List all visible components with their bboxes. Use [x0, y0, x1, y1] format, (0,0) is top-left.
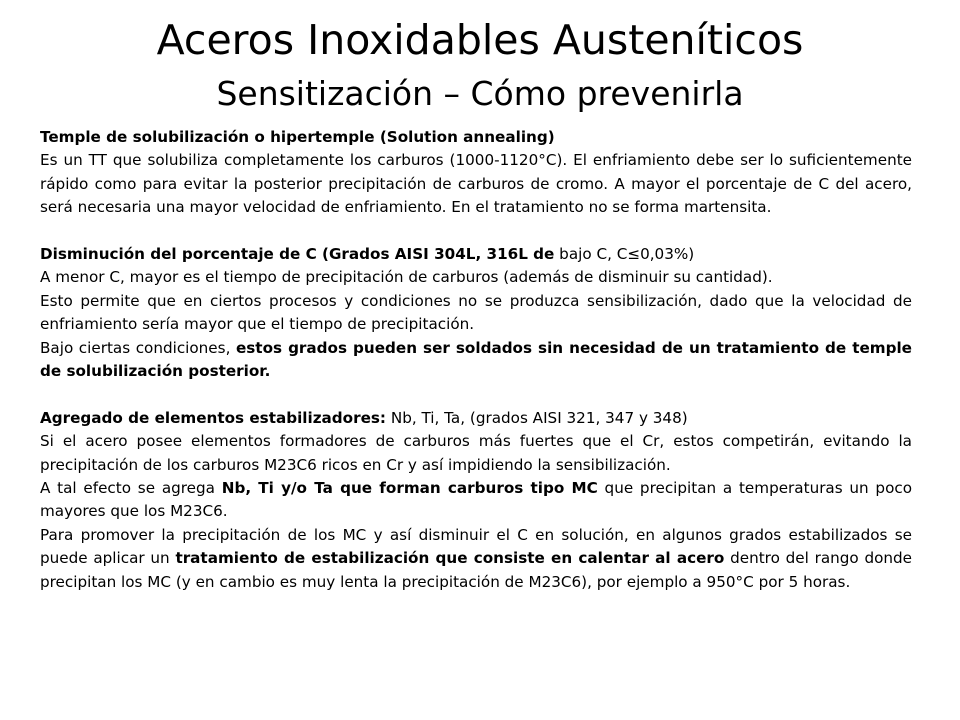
paragraph [40, 337, 912, 384]
paragraph-bold: Nb, Ti y/o Ta que forman carburos tipo MC [221, 479, 598, 498]
section-heading-bold: Disminución del porcentaje de C (Grados AISI 304L, 316L de [40, 245, 555, 264]
slide-body [40, 126, 912, 594]
paragraph: Es un TT que solubiliza completamente los carburos (1000-1120°C). El enfriamiento debe ser lo suficientemente rápido como para evitar la posterior precipitación de carburos de cromo. A mayor el porcentaje de C del acero, será necesaria una mayor velocidad de enfriamiento. En el tratamiento no se forma martensita. [40, 151, 912, 217]
paragraph-text: Para promover la precipitación de los MC y así disminuir el C en solución, en algunos grados estabilizados se puede aplicar un [40, 525, 912, 568]
section-heading-bold: Agregado de elementos estabilizadores: [40, 408, 386, 427]
paragraph: Si el acero posee elementos formadores de carburos más fuertes que el Cr, estos competirán, evitando la precipitación de los carburos M23C6 ricos en Cr y así impidiendo la sensibilización. [40, 432, 912, 474]
section-heading [40, 243, 912, 266]
paragraph-bold: estos grados pueden ser soldados sin necesidad de un tratamiento de temple de solubilización posterior. [40, 338, 912, 381]
paragraph [40, 524, 912, 594]
section-heading [40, 126, 912, 149]
section-heading-bold: Temple de solubilización o hipertemple (Solution annealing) [40, 128, 555, 146]
paragraph: Esto permite que en ciertos procesos y condiciones no se produzca sensibilización, dado que la velocidad de enfriamiento sería mayor que el tiempo de precipitación. [40, 291, 912, 334]
paragraph: A menor C, mayor es el tiempo de precipitación de carburos (además de disminuir su cantidad). [40, 268, 773, 287]
paragraph-text: dentro del rango donde precipitan los MC (y en cambio es muy lenta la precipitación de M23C6), por ejemplo a 950°C por 5 horas. [40, 549, 913, 591]
section-heading-rest: Nb, Ti, Ta, (grados AISI 321, 347 y 348) [386, 408, 688, 427]
paragraph [40, 477, 912, 524]
section-heading-rest: bajo C, C≤0,03%) [554, 245, 695, 264]
section-solution-annealing [40, 126, 912, 220]
section-heading [40, 407, 912, 430]
paragraph-bold: tratamiento de estabilización que consiste en calentar al acero [175, 549, 725, 568]
section-low-carbon [40, 243, 912, 383]
paragraph-text: que precipitan a temperaturas un poco mayores que los M23C6. [40, 479, 913, 521]
paragraph-text: Bajo ciertas condiciones, [40, 338, 236, 357]
slide-title: Aceros Inoxidables Austeníticos [156, 16, 804, 64]
slide-subtitle: Sensitización – Cómo prevenirla [216, 74, 744, 113]
section-stabilizers [40, 407, 912, 594]
paragraph-text: A tal efecto se agrega [40, 479, 222, 498]
